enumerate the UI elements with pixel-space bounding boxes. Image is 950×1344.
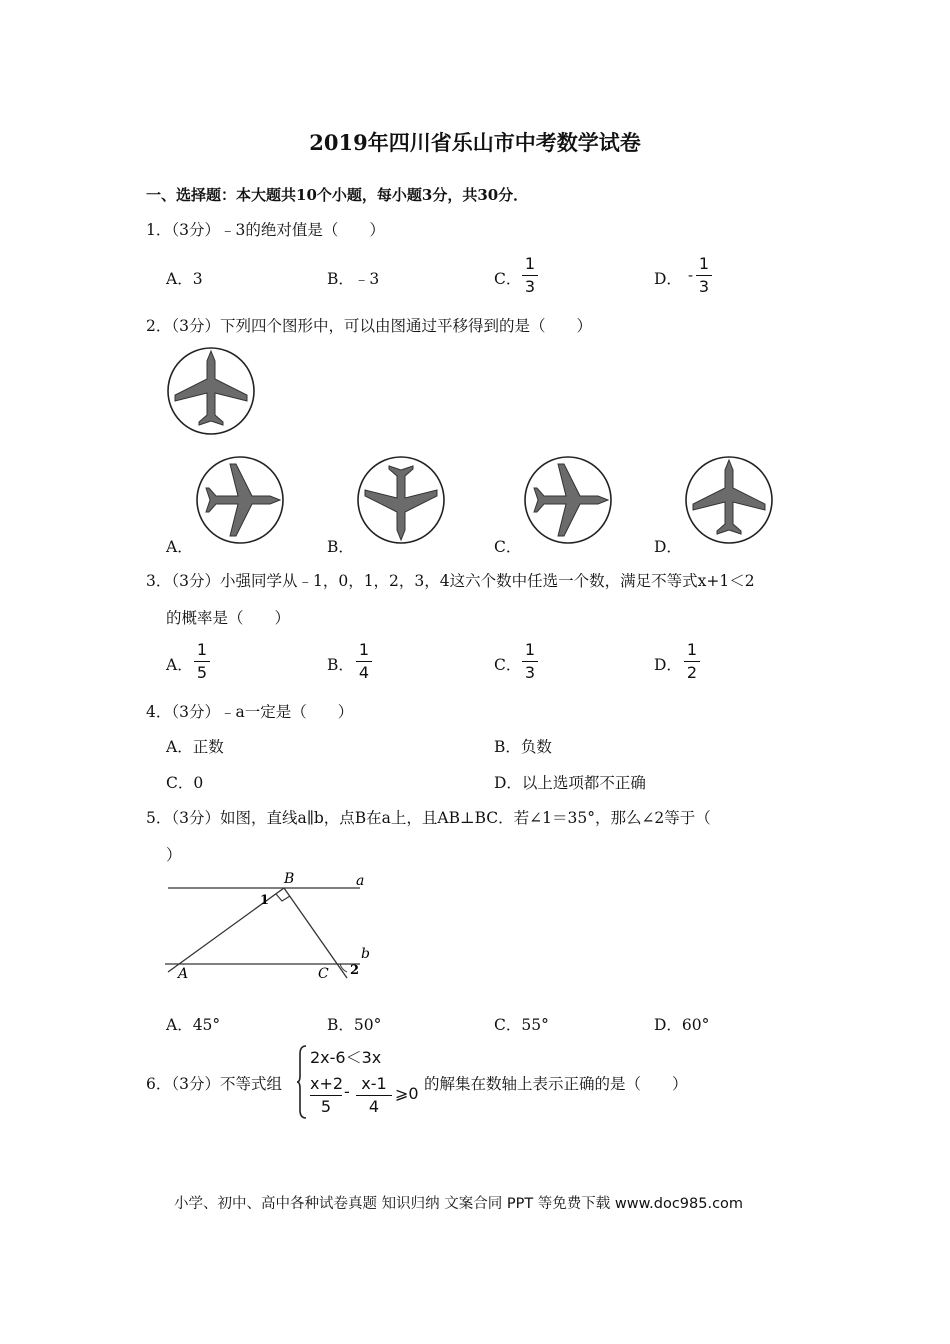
- q4-option-c: C．0: [166, 774, 204, 792]
- q1-option-a: A．3: [166, 270, 203, 288]
- label-a-point: A: [178, 966, 189, 982]
- option-c-figure: [522, 454, 614, 546]
- q6-stem-prefix: 6．（3分）不等式组: [146, 1075, 282, 1093]
- q3-option-a: A．: [166, 656, 193, 674]
- q1-d-sign: -: [688, 266, 694, 284]
- q5-option-d: D．60°: [654, 1016, 710, 1034]
- q4-stem: 4．（3分）﹣a一定是（ ）: [146, 703, 354, 721]
- q2-option-b: B．: [327, 538, 354, 556]
- label-line-a: a: [356, 873, 365, 889]
- label-b-point: B: [284, 871, 295, 887]
- q6-fraction-2: x-1 4: [356, 1075, 392, 1116]
- q5-option-a: A．45°: [166, 1016, 221, 1034]
- option-b-figure: [355, 454, 447, 546]
- option-a-figure: [194, 454, 286, 546]
- q5-stem-line1: 5．（3分）如图，直线a∥b，点B在a上，且AB⊥BC．若∠1＝35°，那么∠2等于（: [146, 809, 711, 827]
- q3-d-fraction: 1 2: [684, 641, 700, 682]
- q5-geometry-figure: [160, 866, 390, 986]
- label-angle-2: 2: [350, 963, 360, 978]
- q6-rhs: ⩾0: [395, 1084, 419, 1103]
- q2-option-d: D．: [654, 538, 682, 556]
- q2-stem: 2．（3分）下列四个图形中，可以由图通过平移得到的是（ ）: [146, 317, 592, 335]
- page-footer: 小学、初中、高中各种试卷真题 知识归纳 文案合同 PPT 等免费下载 www.doc985.com: [174, 1196, 744, 1212]
- q1-option-b: B．﹣3: [327, 270, 380, 288]
- q1-option-c: C．: [494, 270, 522, 288]
- brace-icon: [296, 1044, 308, 1120]
- q1-c-fraction: 1 3: [522, 255, 538, 296]
- q6-fraction-1: x+2 5: [310, 1074, 344, 1116]
- q6-stem-suffix: 的解集在数轴上表示正确的是（ ）: [424, 1075, 688, 1093]
- q4-option-d: D．以上选项都不正确: [494, 774, 646, 792]
- q3-option-b: B．: [327, 656, 354, 674]
- section-heading: 一、选择题：本大题共10个小题，每小题3分，共30分．: [146, 186, 529, 204]
- option-d-figure: [683, 454, 775, 546]
- label-c-point: C: [318, 966, 329, 982]
- q3-option-d: D．: [654, 656, 682, 674]
- page-title: 2019年四川省乐山市中考数学试卷: [309, 130, 641, 155]
- q4-option-b: B．负数: [494, 738, 552, 756]
- q3-option-c: C．: [494, 656, 522, 674]
- q1-option-d: D．: [654, 270, 682, 288]
- q5-option-c: C．55°: [494, 1016, 549, 1034]
- reference-plane-figure: [165, 345, 257, 437]
- q3-c-fraction: 1 3: [522, 641, 538, 682]
- q3-a-fraction: 1 5: [194, 641, 210, 682]
- q6-inequality-1: 2x-6＜3x: [310, 1048, 382, 1067]
- q5-option-b: B．50°: [327, 1016, 382, 1034]
- q5-stem-line2: ）: [166, 846, 182, 864]
- q1-d-fraction: 1 3: [696, 255, 712, 296]
- q1-stem: 1．（3分）﹣3的绝对值是（ ）: [146, 221, 385, 239]
- q3-stem-line2: 的概率是（ ）: [166, 609, 291, 627]
- q4-option-a: A．正数: [166, 738, 224, 756]
- q3-b-fraction: 1 4: [356, 641, 372, 682]
- q2-option-a: A．: [166, 538, 193, 556]
- q6-minus-sign: -: [344, 1082, 350, 1101]
- label-angle-1: 1: [260, 893, 270, 908]
- q3-stem-line1: 3．（3分）小强同学从﹣1，0，1，2，3，4这六个数中任选一个数，满足不等式x+1＜2: [146, 572, 755, 590]
- q2-option-c: C．: [494, 538, 522, 556]
- label-line-b: b: [361, 946, 370, 962]
